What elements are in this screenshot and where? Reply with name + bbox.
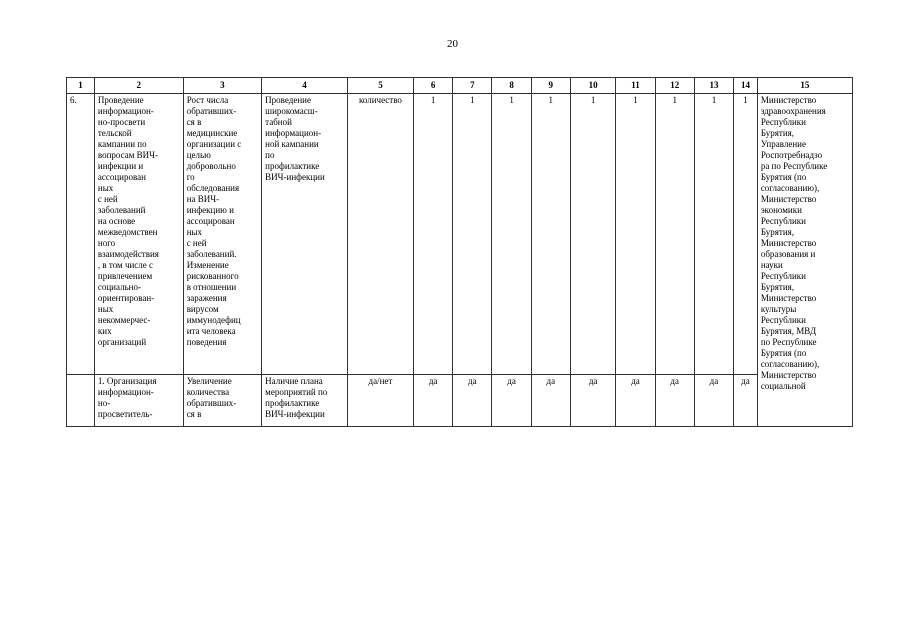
header-cell: 6 [413,78,452,94]
indicator-cell: Наличие плана мероприятий по профилактике ВИЧ-инфекции [262,375,348,427]
header-cell: 15 [757,78,852,94]
header-cell: 3 [183,78,261,94]
value-cell: да [531,375,570,427]
value-cell: 1 [453,94,492,375]
header-cell: 11 [616,78,655,94]
result-cell: Увеличение количества обратившиx- ся в [183,375,261,427]
header-cell: 10 [570,78,615,94]
value-cell: 1 [694,94,733,375]
activity-cell: Проведение информацион- но-просвети тельской кампании по вопросам ВИЧ- инфекции и ассоцирован ных с ней заболеваний на основе межведомствен ного взаимодействия , в том числе с привлечением социально- ориентирован- ных некоммерчес- ких организаций [94,94,183,375]
value-cell: да [413,375,452,427]
header-cell: 14 [734,78,758,94]
value-cell: 1 [413,94,452,375]
table-row [67,375,853,427]
plan-table [66,77,853,427]
value-cell: да [453,375,492,427]
header-cell: 8 [492,78,531,94]
value-cell: да [570,375,615,427]
row-number-cell [67,375,95,427]
value-cell: 1 [492,94,531,375]
result-cell: Рост числа обратившиx- ся в медицинские организации с целью добровольно го обследования на ВИЧ- инфекцию и ассоцирован ных с ней заболеваний. Изменение рискованного в отношении заражения вирусом иммунодефиц ита человека поведения [183,94,261,375]
responsible-cell: Министерство здравоохранения Республики Бурятия, Управление Роспотребнадзо ра по Республике Бурятия (по согласованию), Министерство экономики Республики Бурятия, Министерство образования и науки Республики Бурятия, Министерство культуры Республики Бурятия, МВД по Республике Бурятия (по согласованию), Министерство социальной [757,94,852,427]
unit-cell: количество [347,94,413,375]
header-row [67,78,853,94]
header-cell: 4 [262,78,348,94]
value-cell: да [492,375,531,427]
indicator-cell: Проведение широкомасш- табной информацион- ной кампании по профилактике ВИЧ-инфекции [262,94,348,375]
header-cell: 12 [655,78,694,94]
value-cell: да [694,375,733,427]
unit-cell: да/нет [347,375,413,427]
table-row [67,94,853,375]
value-cell: 1 [570,94,615,375]
header-cell: 1 [67,78,95,94]
value-cell: 1 [655,94,694,375]
value-cell: 1 [531,94,570,375]
row-number-cell: 6. [67,94,95,375]
page-number: 20 [447,38,458,50]
header-cell: 2 [94,78,183,94]
header-cell: 7 [453,78,492,94]
value-cell: 1 [734,94,758,375]
header-cell: 9 [531,78,570,94]
value-cell: 1 [616,94,655,375]
header-cell: 13 [694,78,733,94]
value-cell: да [734,375,758,427]
value-cell: да [655,375,694,427]
activity-cell: 1. Организация информацион- но- просветитель- [94,375,183,427]
value-cell: да [616,375,655,427]
header-cell: 5 [347,78,413,94]
